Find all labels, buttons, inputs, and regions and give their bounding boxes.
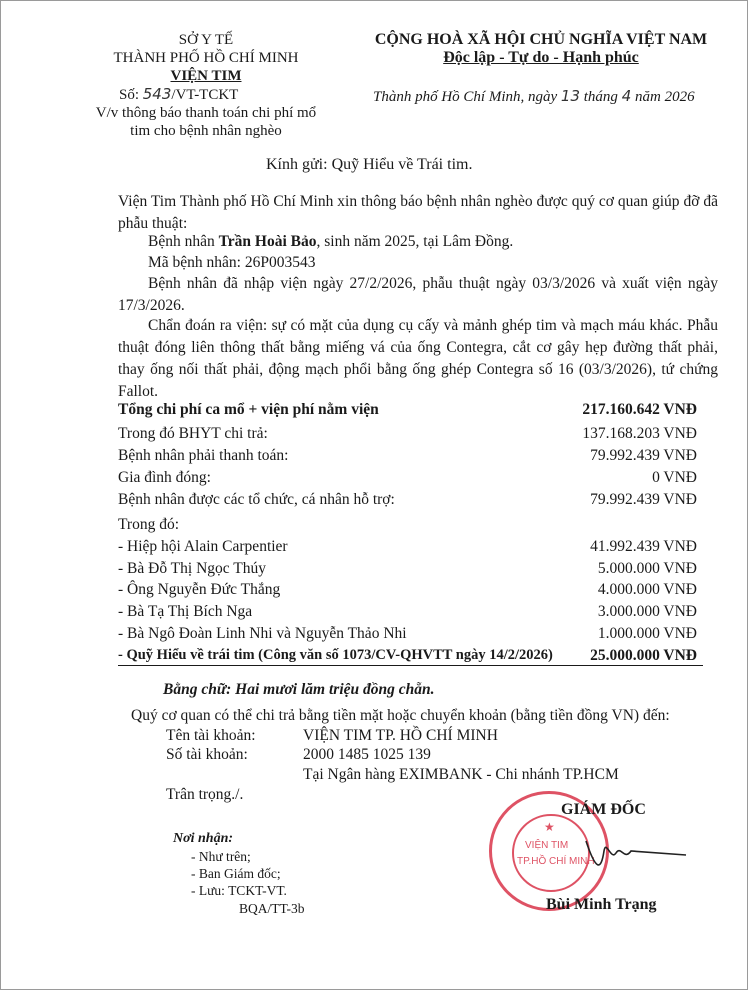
cost-row-value: 79.992.439 VNĐ bbox=[590, 447, 697, 464]
date-day: 13 bbox=[560, 87, 581, 105]
cost-row-value: 217.160.642 VNĐ bbox=[582, 401, 697, 418]
patient-name: Trần Hoài Bảo bbox=[218, 233, 317, 250]
salutation: Kính gửi: Quỹ Hiểu về Trái tim. bbox=[266, 156, 473, 173]
account-number-label: Số tài khoản: bbox=[166, 746, 248, 763]
cost-row-value: 5.000.000 VNĐ bbox=[597, 560, 697, 577]
number-handwritten: 543 bbox=[142, 85, 172, 103]
issuer-line-2: THÀNH PHỐ HỒ CHÍ MINH bbox=[113, 50, 299, 66]
patient-id: Mã bệnh nhân: 26P003543 bbox=[148, 254, 316, 271]
cost-row-value: 79.992.439 VNĐ bbox=[590, 491, 697, 508]
issuer-header bbox=[81, 31, 331, 140]
cost-row-value: 137.168.203 VNĐ bbox=[582, 425, 697, 442]
cost-row-label: Gia đình đóng: bbox=[118, 469, 211, 486]
national-header bbox=[361, 31, 721, 67]
number-prefix: Số: bbox=[119, 87, 140, 103]
signer-title: GIÁM ĐỐC bbox=[561, 801, 646, 818]
national-motto: CỘNG HOÀ XÃ HỘI CHỦ NGHĨA VIỆT NAM bbox=[374, 31, 708, 48]
date-month: 4 bbox=[621, 87, 632, 105]
bank-name: Tại Ngân hàng EXIMBANK - Chi nhánh TP.HCM bbox=[303, 766, 619, 783]
date-month-word: tháng bbox=[583, 89, 618, 105]
amount-in-words: Bằng chữ: Hai mươi lăm triệu đồng chẵn. bbox=[163, 681, 435, 698]
cost-row-label: - Bà Ngô Đoàn Linh Nhi và Nguyễn Thảo Nhi bbox=[118, 625, 407, 642]
cost-row-label: - Ông Nguyễn Đức Thắng bbox=[118, 581, 281, 598]
cost-row-value: 4.000.000 VNĐ bbox=[597, 581, 697, 598]
stamp-text-2: TP.HỒ CHÍ MINH bbox=[517, 856, 595, 867]
cost-row-label: - Quỹ Hiểu về trái tim (Công văn số 1073/CV-QHVTT ngày 14/2/2026) bbox=[118, 647, 553, 663]
recipient-item: - Lưu: TCKT-VT. bbox=[191, 883, 287, 898]
signer-name: Bùi Minh Trạng bbox=[546, 896, 657, 913]
diagnosis-paragraph: Chẩn đoán ra viện: sự có mặt của dụng cụ cấy và mảnh ghép tim và mạch máu khác. Phẫu thuật đóng liên thông thất bằng miếng vá của ống Contegra, cắt cơ gây hẹp đường thất phải, thay ống nối thất phải, động mạch phổi bằng ống ghép Contegra số 16 (03/3/2026), tứ chứng Fallot. bbox=[118, 317, 718, 400]
cost-row-label: Bệnh nhân phải thanh toán: bbox=[118, 447, 289, 464]
stamp-text-1: VIỆN TIM bbox=[525, 840, 569, 851]
payment-intro: Quý cơ quan có thể chi trả bằng tiền mặt hoặc chuyển khoản (bằng tiền đồng VN) đến: bbox=[131, 707, 670, 724]
account-name-label: Tên tài khoản: bbox=[166, 727, 256, 744]
date-prefix: Thành phố Hồ Chí Minh, ngày bbox=[373, 89, 558, 105]
patient-prefix: Bệnh nhân bbox=[148, 233, 215, 250]
document-number bbox=[81, 85, 331, 104]
patient-line bbox=[148, 233, 513, 251]
cost-row-label: Bệnh nhân được các tổ chức, cá nhân hỗ trợ: bbox=[118, 491, 395, 508]
date-year: năm 2026 bbox=[634, 89, 695, 105]
cost-row-value: 41.992.439 VNĐ bbox=[590, 538, 697, 555]
issuer-line-1: SỞ Y TẾ bbox=[178, 32, 234, 48]
subject-line-1: V/v thông báo thanh toán chi phí mổ bbox=[95, 105, 317, 121]
cost-row-value: 1.000.000 VNĐ bbox=[597, 625, 697, 642]
total-underline bbox=[118, 665, 703, 666]
cost-row-label: - Bà Đỗ Thị Ngọc Thúy bbox=[118, 560, 266, 577]
admission-paragraph: Bệnh nhân đã nhập viện ngày 27/2/2026, phẫu thuật ngày 03/3/2026 và xuất viện ngày 17/3/2026. bbox=[118, 275, 718, 314]
cost-row-value: 25.000.000 VNĐ bbox=[590, 647, 697, 664]
national-slogan bbox=[361, 49, 721, 67]
recipient-item: - Ban Giám đốc; bbox=[191, 866, 281, 881]
reference-code: BQA/TT-3b bbox=[239, 901, 305, 916]
recipients-title: Nơi nhận: bbox=[173, 831, 234, 846]
issuer-line-3: VIỆN TIM bbox=[170, 68, 242, 84]
cost-row-label: - Bà Tạ Thị Bích Nga bbox=[118, 603, 253, 620]
cost-row-value: 3.000.000 VNĐ bbox=[597, 603, 697, 620]
slogan-text: Độc lập - Tự do - Hạnh phúc bbox=[443, 49, 639, 66]
cost-row-value: 0 VNĐ bbox=[652, 469, 697, 486]
date-line bbox=[373, 87, 695, 106]
cost-row-label: Trong đó: bbox=[118, 516, 180, 533]
closing: Trân trọng./. bbox=[166, 786, 244, 803]
handwritten-signature bbox=[576, 831, 696, 881]
recipient-item: - Như trên; bbox=[191, 849, 251, 864]
cost-row-label: - Hiệp hội Alain Carpentier bbox=[118, 538, 288, 555]
cost-row-label: Trong đó BHYT chi trả: bbox=[118, 425, 268, 442]
cost-row-label: Tổng chi phí ca mổ + viện phí nằm viện bbox=[118, 401, 379, 418]
patient-suffix: , sinh năm 2025, tại Lâm Đồng. bbox=[316, 233, 514, 250]
intro-paragraph: Viện Tim Thành phố Hồ Chí Minh xin thông báo bệnh nhân nghèo được quý cơ quan giúp đỡ đã phẫu thuật: bbox=[118, 193, 718, 232]
account-name: VIỆN TIM TP. HỒ CHÍ MINH bbox=[303, 727, 498, 744]
number-suffix: /VT-TCKT bbox=[171, 87, 239, 103]
star-icon: ★ bbox=[544, 820, 555, 834]
account-number: 2000 1485 1025 139 bbox=[303, 746, 431, 763]
subject-line-2: tim cho bệnh nhân nghèo bbox=[130, 123, 282, 139]
